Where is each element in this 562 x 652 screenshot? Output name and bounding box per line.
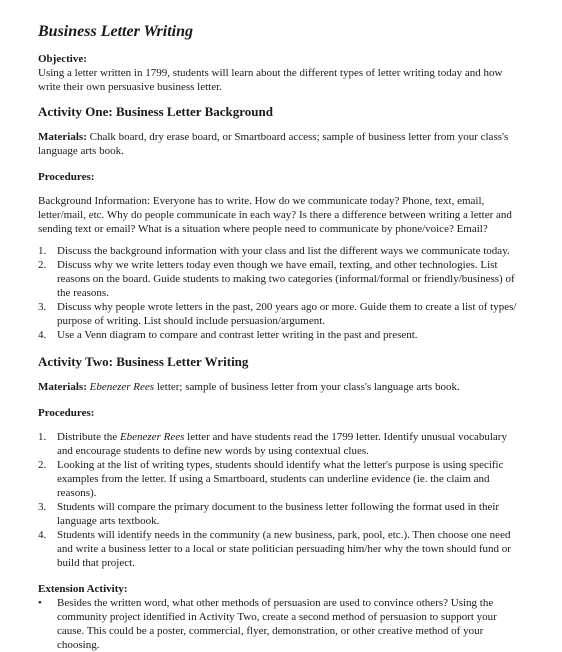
activity-two-materials <box>38 380 524 394</box>
activity-two-steps <box>38 430 524 570</box>
activity-two-procedures-label: Procedures: <box>38 407 95 419</box>
activity-one-steps <box>38 244 524 342</box>
list-item: 2. Discuss why we write letters today even though we have email, texting, and other technologies. List reasons on the board. Guide students to making two categories (informal/formal or friendly/business) of the reasons. <box>38 259 515 299</box>
document-title: Business Letter Writing <box>38 23 193 40</box>
objective-text: Using a letter written in 1799, students will learn about the different types of letter writing today and how write their own persuasive business letter. <box>38 67 503 93</box>
extension-list <box>38 596 524 652</box>
list-item: • Besides the written word, what other methods of persuasion are used to convince others? Using the community project identified in Activity Two, create a second method of persuasion to support your cause. This could be a poster, commercial, flyer, demonstration, or other creative method of your choosing. <box>38 597 497 651</box>
list-item: 4. Use a Venn diagram to compare and contrast letter writing in the past and present. <box>38 329 418 341</box>
materials-text: letter; sample of business letter from your class's language arts book. <box>154 381 460 393</box>
materials-text: Chalk board, dry erase board, or Smartboard access; sample of business letter from your class's language arts book. <box>38 131 509 157</box>
list-item: 1. Discuss the background information with your class and list the different ways we communicate today. <box>38 245 510 257</box>
extension-activity-label: Extension Activity: <box>38 583 128 595</box>
activity-one-procedures-label: Procedures: <box>38 171 95 183</box>
background-information: Background Information: Everyone has to write. How do we communicate today? Phone, text, email, letter/mail, etc. Why do people communicate in each way? Is there a difference between writing a letter and sending text or email? What is a situation where people need to communicate by phone/voice? Email? <box>38 195 512 235</box>
list-item: 3. Students will compare the primary document to the business letter following the format used in their language arts textbook. <box>38 501 500 527</box>
list-item: 1. Distribute the Ebenezer Rees letter and have students read the 1799 letter. Identify unusual vocabulary and encourage students to define new words by using contextual clues. <box>38 431 507 457</box>
activity-one-title: Activity One: Business Letter Background <box>38 104 273 119</box>
materials-label: Materials: <box>38 131 87 143</box>
list-item: 2. Looking at the list of writing types, students should identify what the letter's purpose is using specific examples from the letter. If using a Smartboard, students can underline evidence (ie. the claim and reasons). <box>38 459 504 499</box>
activity-one-materials <box>38 130 524 158</box>
activity-two-title: Activity Two: Business Letter Writing <box>38 354 249 369</box>
objective-label: Objective: <box>38 53 87 65</box>
materials-italic: Ebenezer Rees <box>89 381 155 393</box>
list-item: 4. Students will identify needs in the community (a new business, park, pool, etc.). Then choose one need and write a business letter to a local or state politician persuading him/her why the town should fund or build that project. <box>38 529 511 569</box>
list-item: 3. Discuss why people wrote letters in the past, 200 years ago or more. Guide them to create a list of types/ purpose of writing. List should include persuasion/argument. <box>38 301 517 327</box>
materials-label: Materials: <box>38 381 87 393</box>
